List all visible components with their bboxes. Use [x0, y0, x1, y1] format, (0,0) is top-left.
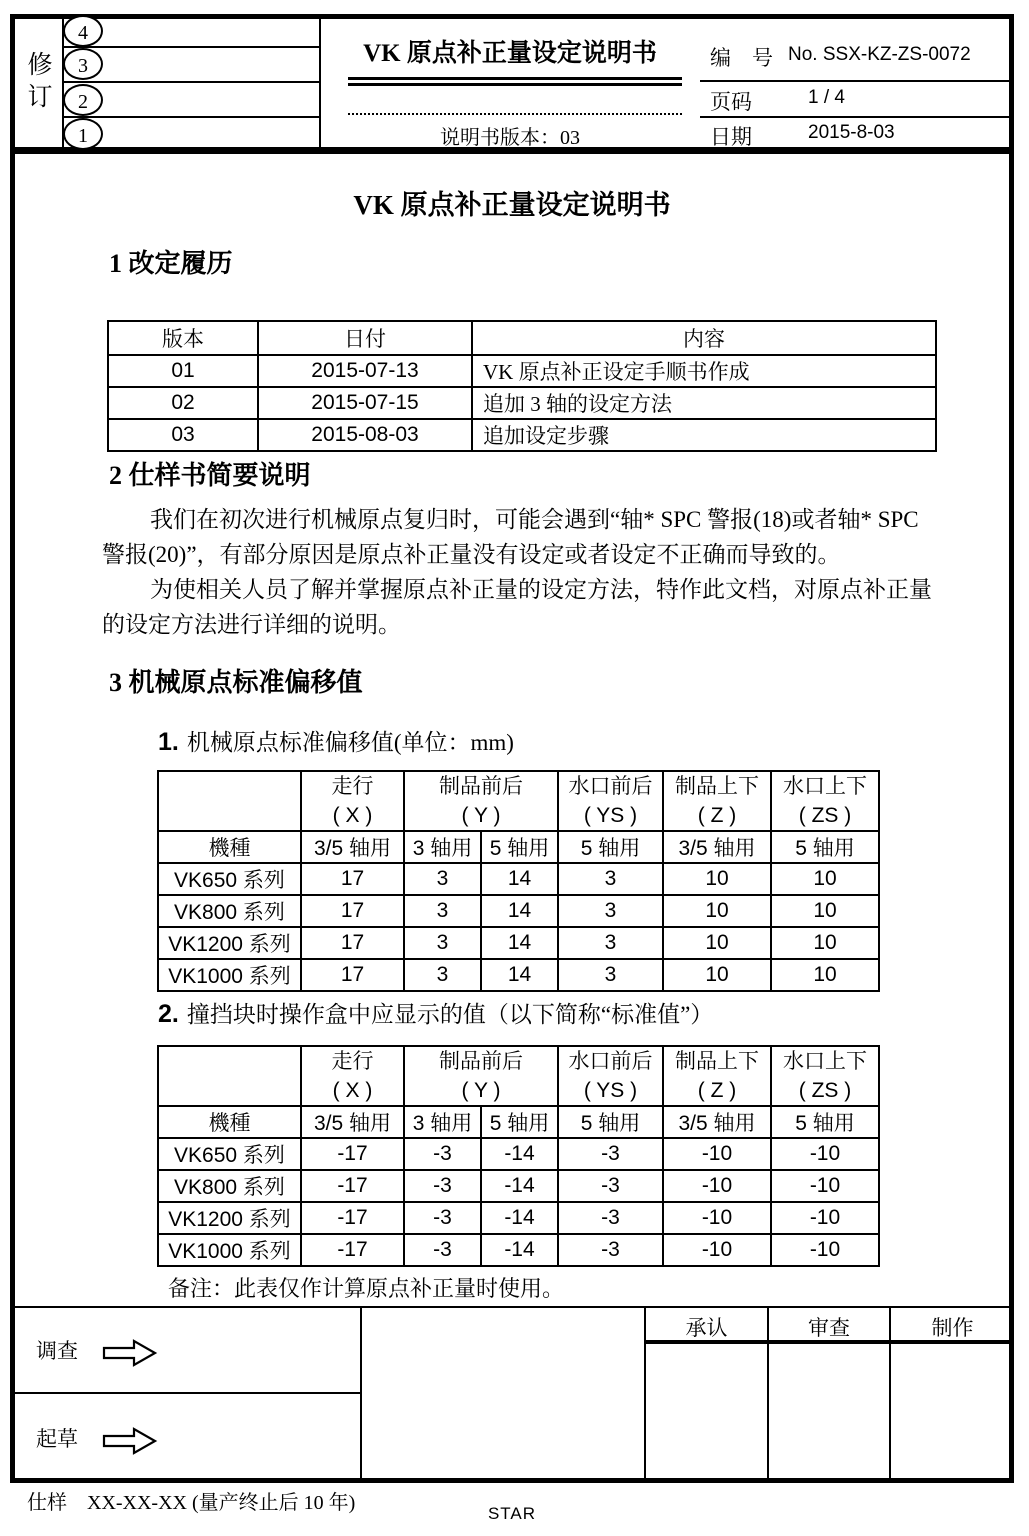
col-group-axis: ( YS ): [583, 804, 638, 827]
table-cell: 10: [771, 895, 879, 927]
col-group-axis: ( Y ): [461, 804, 501, 827]
model-cell: VK1200 系列: [158, 1202, 301, 1234]
subsection2-title: [158, 996, 713, 1029]
table-header-cell: [404, 771, 558, 831]
table-cell: 17: [301, 927, 404, 959]
revision-mark: 1: [63, 118, 103, 150]
col-group-label: 走行: [331, 1049, 374, 1073]
page-label: 页码: [710, 90, 752, 114]
standard-offset-table: [157, 770, 880, 992]
table-cell: -17: [301, 1138, 404, 1170]
table-cell: 10: [663, 895, 771, 927]
table-cell: 14: [481, 959, 558, 991]
col-group-label: 制品上下: [675, 1049, 759, 1073]
table-header-row: [108, 321, 936, 355]
approve-label: 承认: [685, 1316, 728, 1340]
table-header-cell: [301, 771, 404, 831]
table-header-cell: [663, 1046, 771, 1106]
revision-label-char: 订: [27, 84, 53, 111]
section1-heading: 1 改定履历: [109, 249, 233, 278]
table-cell: 10: [663, 927, 771, 959]
dotted-rule: [348, 113, 682, 115]
table-cell: 17: [301, 863, 404, 895]
header-title: VK 原点补正量设定说明书: [363, 40, 657, 67]
model-column-label: 機種: [158, 1106, 301, 1138]
table-cell: 3: [558, 959, 663, 991]
table-cell: 02: [108, 387, 258, 419]
table-header-cell: [558, 1046, 663, 1106]
doc-no-label: 编 号: [710, 46, 773, 70]
section3-heading: 3 机械原点标准偏移值: [109, 668, 363, 697]
table-row: [158, 1138, 879, 1170]
revision-mark: 2: [63, 84, 103, 116]
revision-history-table: [107, 320, 937, 452]
footer-left-divider: [15, 1392, 360, 1394]
table-row: [108, 355, 936, 387]
table-row: [108, 387, 936, 419]
table-row: [158, 1170, 879, 1202]
table-cell: 17: [301, 895, 404, 927]
table-cell: [158, 1046, 301, 1106]
table-cell: 追加设定步骤: [472, 419, 936, 451]
axis-usage-cell: 5 轴用: [771, 1106, 879, 1138]
model-cell: VK1200 系列: [158, 927, 301, 959]
model-cell: VK1000 系列: [158, 1234, 301, 1266]
table-cell: -10: [663, 1202, 771, 1234]
table-header-cell: [771, 1046, 879, 1106]
paragraph: 为使相关人员了解并掌握原点补正量的设定方法，特作此文档，对原点补正量的设定方法进行详细的说明。: [102, 577, 932, 637]
table-cell: -17: [301, 1170, 404, 1202]
col-group-label: 走行: [331, 774, 374, 798]
table-cell: 14: [481, 895, 558, 927]
page-title: VK 原点补正量设定说明书: [353, 190, 671, 220]
section2-heading: 2 仕样书简要说明: [109, 461, 311, 490]
table-cell: -3: [558, 1138, 663, 1170]
table-header-cell: [558, 771, 663, 831]
right-arrow-icon: [102, 1426, 158, 1461]
table-cell: 10: [771, 959, 879, 991]
revision-row-line: [63, 81, 320, 83]
table-cell: 01: [108, 355, 258, 387]
table-cell: -14: [481, 1202, 558, 1234]
axis-usage-cell: 5 轴用: [481, 1106, 558, 1138]
col-group-axis: ( X ): [332, 1079, 373, 1102]
investigate-label: 调查: [36, 1339, 78, 1363]
revision-row-line: [63, 46, 320, 48]
table-cell: 2015-07-13: [258, 355, 472, 387]
table-cell: -10: [663, 1234, 771, 1266]
paragraph: 我们在初次进行机械原点复归时，可能会遇到“轴* SPC 警报(18)或者轴* SPC 警报(20)”，有部分原因是原点补正量没有设定或者设定不正确而导致的。: [102, 507, 919, 567]
col-group-axis: ( X ): [332, 804, 373, 827]
table-cell: 10: [663, 863, 771, 895]
table-cell: 10: [771, 927, 879, 959]
col-group-axis: ( Y ): [461, 1079, 501, 1102]
table-cell: -3: [558, 1202, 663, 1234]
table-cell: 3: [404, 959, 481, 991]
axis-usage-cell: 5 轴用: [771, 831, 879, 863]
revision-label-char: 修: [27, 52, 53, 79]
table-header-cell: [663, 771, 771, 831]
table-cell: 追加 3 轴的设定方法: [472, 387, 936, 419]
table-row: [158, 959, 879, 991]
model-cell: VK1000 系列: [158, 959, 301, 991]
table-cell: -14: [481, 1138, 558, 1170]
manual-version: 说明书版本：03: [440, 127, 580, 149]
col-group-label: 制品上下: [675, 774, 759, 798]
table-cell: -10: [771, 1170, 879, 1202]
col-group-label: 制品前后: [439, 774, 523, 798]
revision-mark: 3: [63, 48, 103, 80]
subsection1-title: [158, 724, 514, 757]
axis-usage-cell: 5 轴用: [558, 831, 663, 863]
table-cell: 3: [404, 927, 481, 959]
table-header-row: [158, 831, 879, 863]
right-arrow-icon: [102, 1338, 158, 1373]
table-row: [158, 1202, 879, 1234]
spec-retention-note: 仕样 XX-XX-XX (量产终止后 10 年): [27, 1492, 356, 1514]
col-group-label: 制品前后: [439, 1049, 523, 1073]
draft-label: 起草: [36, 1427, 78, 1451]
model-cell: VK800 系列: [158, 1170, 301, 1202]
field-divider: [700, 116, 1014, 118]
axis-usage-cell: 3/5 轴用: [301, 831, 404, 863]
revision-mark: 4: [63, 15, 103, 47]
revision-divider: [319, 19, 321, 147]
doc-no-value: No. SSX-KZ-ZS-0072: [788, 44, 971, 65]
subsection-text: 机械原点标准偏移值(单位：mm): [186, 730, 514, 755]
subsection-number: 1.: [158, 728, 179, 756]
col-group-axis: ( Z ): [697, 1079, 737, 1102]
col-group-axis: ( ZS ): [798, 804, 852, 827]
axis-usage-cell: 5 轴用: [558, 1106, 663, 1138]
section2-body: [102, 502, 932, 642]
axis-usage-cell: 3 轴用: [404, 1106, 481, 1138]
table-cell: 03: [108, 419, 258, 451]
table-header-row: [158, 771, 879, 831]
axis-usage-cell: 3 轴用: [404, 831, 481, 863]
double-rule: [348, 77, 682, 86]
display-value-table: [157, 1045, 880, 1267]
table-cell: -17: [301, 1202, 404, 1234]
table-header-cell: [301, 1046, 404, 1106]
revision-row-line: [63, 116, 320, 118]
col-group-label: 水口上下: [783, 774, 867, 798]
table-cell: -10: [771, 1138, 879, 1170]
table-cell: -3: [558, 1234, 663, 1266]
table-cell: 2015-07-15: [258, 387, 472, 419]
subsection-number: 2.: [158, 1000, 179, 1028]
model-cell: VK650 系列: [158, 863, 301, 895]
table-cell: [158, 771, 301, 831]
col-group-label: 水口前后: [568, 774, 653, 798]
table-cell: -10: [663, 1138, 771, 1170]
axis-usage-cell: 3/5 轴用: [663, 831, 771, 863]
revision-label: [25, 50, 55, 114]
col-group-axis: ( YS ): [583, 1079, 638, 1102]
table-cell: -3: [558, 1170, 663, 1202]
table-cell: 17: [301, 959, 404, 991]
col-group-axis: ( ZS ): [798, 1079, 852, 1102]
date-label: 日期: [710, 125, 752, 149]
table-cell: 3: [404, 863, 481, 895]
table-header-cell: [404, 1046, 558, 1106]
table-cell: -14: [481, 1170, 558, 1202]
table-cell: 14: [481, 927, 558, 959]
table-cell: -3: [404, 1202, 481, 1234]
table-cell: 2015-08-03: [258, 419, 472, 451]
table-cell: 3: [558, 895, 663, 927]
table-cell: 3: [404, 895, 481, 927]
table-row: [158, 895, 879, 927]
table-cell: 10: [771, 863, 879, 895]
table-cell: -3: [404, 1234, 481, 1266]
review-label: 审查: [808, 1316, 850, 1340]
table-header-cell: [771, 771, 879, 831]
table-cell: -3: [404, 1138, 481, 1170]
subsection-text: 撞挡块时操作盒中应显示的值（以下简称“标准值”）: [186, 1002, 714, 1027]
field-divider: [700, 80, 1014, 82]
table-header-row: [158, 1106, 879, 1138]
model-cell: VK650 系列: [158, 1138, 301, 1170]
make-label: 制作: [931, 1316, 974, 1340]
date-value: 2015-8-03: [808, 122, 895, 143]
table-cell: -17: [301, 1234, 404, 1266]
table-cell: 14: [481, 863, 558, 895]
col-group-axis: ( Z ): [697, 804, 737, 827]
brand-text: STAR: [487, 1504, 537, 1523]
col-group-label: 水口前后: [568, 1049, 653, 1073]
model-column-label: 機種: [158, 831, 301, 863]
table-cell: 10: [663, 959, 771, 991]
table-cell: 3: [558, 927, 663, 959]
table-cell: -10: [771, 1202, 879, 1234]
table-header-cell: 内容: [472, 321, 936, 355]
table-cell: -10: [771, 1234, 879, 1266]
table-header-cell: 日付: [258, 321, 472, 355]
table-cell: -14: [481, 1234, 558, 1266]
table-row: [158, 927, 879, 959]
table-cell: -3: [404, 1170, 481, 1202]
table-cell: VK 原点补正设定手顺书作成: [472, 355, 936, 387]
axis-usage-cell: 3/5 轴用: [301, 1106, 404, 1138]
model-cell: VK800 系列: [158, 895, 301, 927]
axis-usage-cell: 5 轴用: [481, 831, 558, 863]
table-cell: -10: [663, 1170, 771, 1202]
table-row: [108, 419, 936, 451]
table-note: 备注：此表仅作计算原点补正量时使用。: [168, 1276, 565, 1301]
axis-usage-cell: 3/5 轴用: [663, 1106, 771, 1138]
table-row: [158, 863, 879, 895]
col-group-label: 水口上下: [783, 1049, 867, 1073]
page-value: 1 / 4: [808, 87, 845, 108]
table-cell: 3: [558, 863, 663, 895]
table-header-cell: 版本: [108, 321, 258, 355]
footer-divider: [360, 1308, 362, 1480]
table-header-row: [158, 1046, 879, 1106]
table-row: [158, 1234, 879, 1266]
footer-top-line: [10, 1306, 1014, 1308]
